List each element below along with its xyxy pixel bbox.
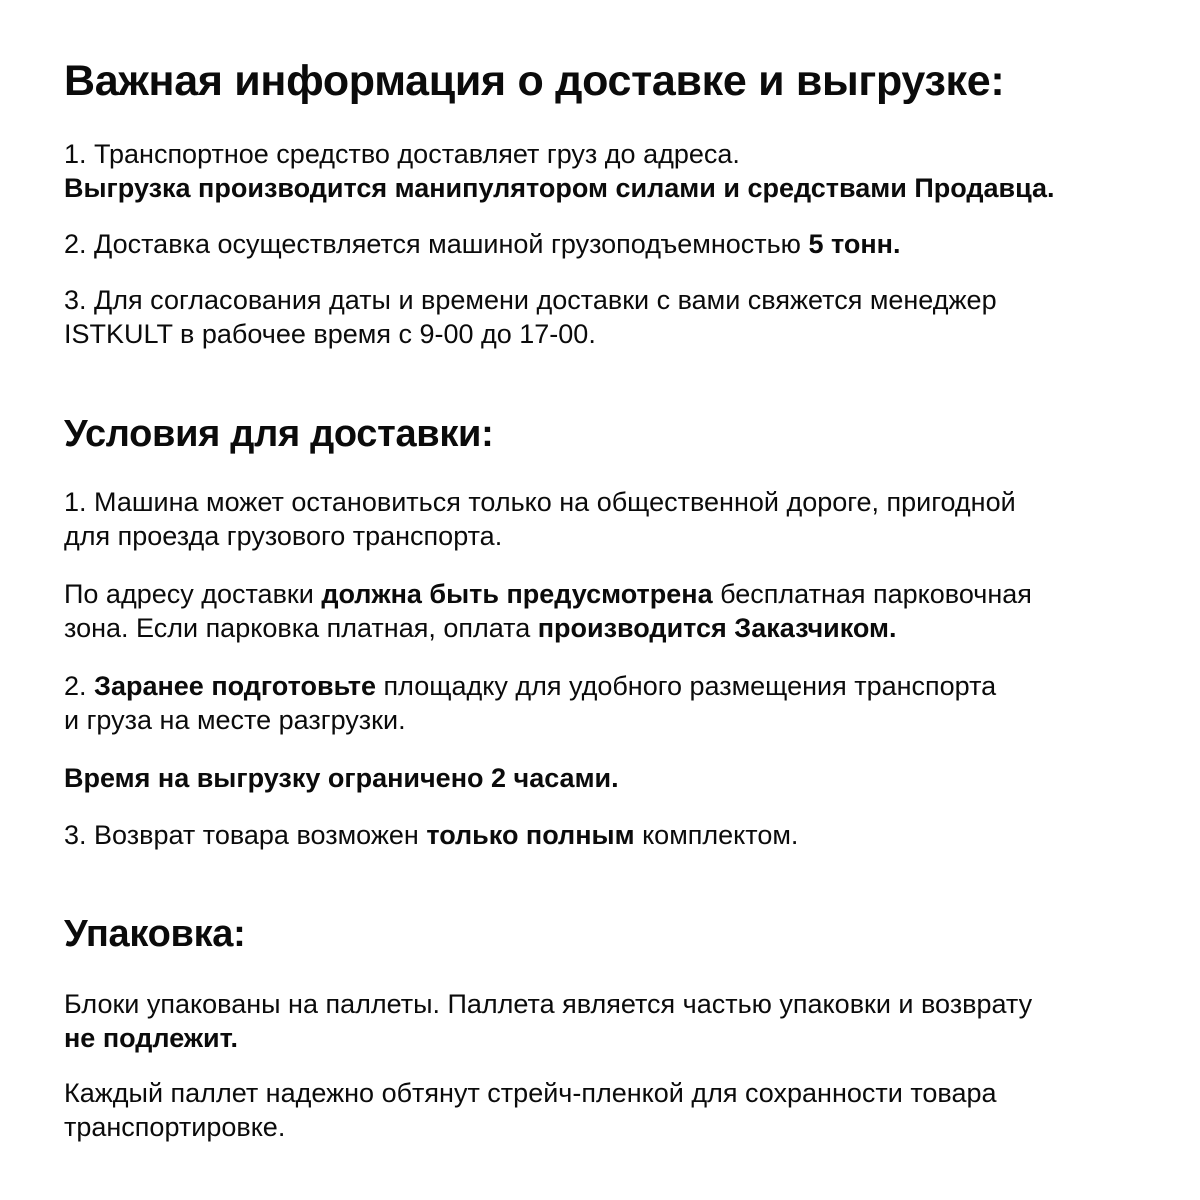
text-line [64, 669, 1144, 703]
heading-packaging: Упаковка: [64, 913, 246, 955]
heading-delivery-info: Важная информация о доставке и выгрузке: [64, 57, 1005, 105]
bold-text: Время на выгрузку ограничено 2 часами. [64, 763, 619, 793]
bold-text: 5 тонн. [808, 229, 901, 259]
text-span: зона. Если парковка платная, оплата [64, 613, 538, 643]
text-line: Каждый паллет надежно обтянут стрейч-пленкой для сохранности товара [64, 1078, 997, 1108]
paragraph-pallets [64, 987, 1144, 1055]
paragraph-conditions-item-3 [64, 818, 1144, 852]
text-line [64, 611, 1144, 645]
paragraph-parking [64, 577, 1144, 645]
text-line: для проезда грузового транспорта. [64, 521, 503, 551]
text-line: 3. Для согласования даты и времени доставки с вами свяжется менеджер [64, 285, 997, 315]
text-line [64, 577, 1144, 611]
bold-text: Выгрузка производится манипулятором силами и средствами Продавца. [64, 173, 1055, 203]
text-line: и груза на месте разгрузки. [64, 705, 406, 735]
paragraph-stretch-wrap [64, 1076, 1144, 1144]
paragraph-conditions-item-2 [64, 669, 1144, 737]
bold-text: производится Заказчиком. [537, 613, 897, 643]
text-line: 1. Транспортное средство доставляет груз до адреса. [64, 139, 740, 169]
text-line: транспортировке. [64, 1112, 286, 1142]
text-line: 1. Машина может остановиться только на общественной дороге, пригодной [64, 487, 1016, 517]
paragraph-delivery-item-1 [64, 137, 1144, 205]
bold-text: не подлежит. [64, 1023, 238, 1053]
text-span: бесплатная парковочная [712, 579, 1032, 609]
paragraph-conditions-item-1 [64, 485, 1144, 553]
text-span: комплектом. [634, 820, 799, 850]
text-span: По адресу доставки [64, 579, 322, 609]
bold-text: должна быть предусмотрена [321, 579, 713, 609]
paragraph-time-limit [64, 761, 1144, 795]
paragraph-delivery-item-3 [64, 283, 1144, 351]
text-line: Блоки упакованы на паллеты. Паллета является частью упаковки и возврату [64, 989, 1033, 1019]
bold-text: только полным [426, 820, 635, 850]
text-span: 3. Возврат товара возможен [64, 820, 427, 850]
text-span: 2. Доставка осуществляется машиной грузоподъемностью [64, 229, 809, 259]
text-line: ISTKULT в рабочее время с 9-00 до 17-00. [64, 319, 596, 349]
text-span: 2. [64, 671, 95, 701]
heading-delivery-conditions: Условия для доставки: [64, 413, 494, 455]
text-span: площадку для удобного размещения транспорта [376, 671, 997, 701]
paragraph-delivery-item-2 [64, 227, 1144, 261]
bold-text: Заранее подготовьте [94, 671, 377, 701]
